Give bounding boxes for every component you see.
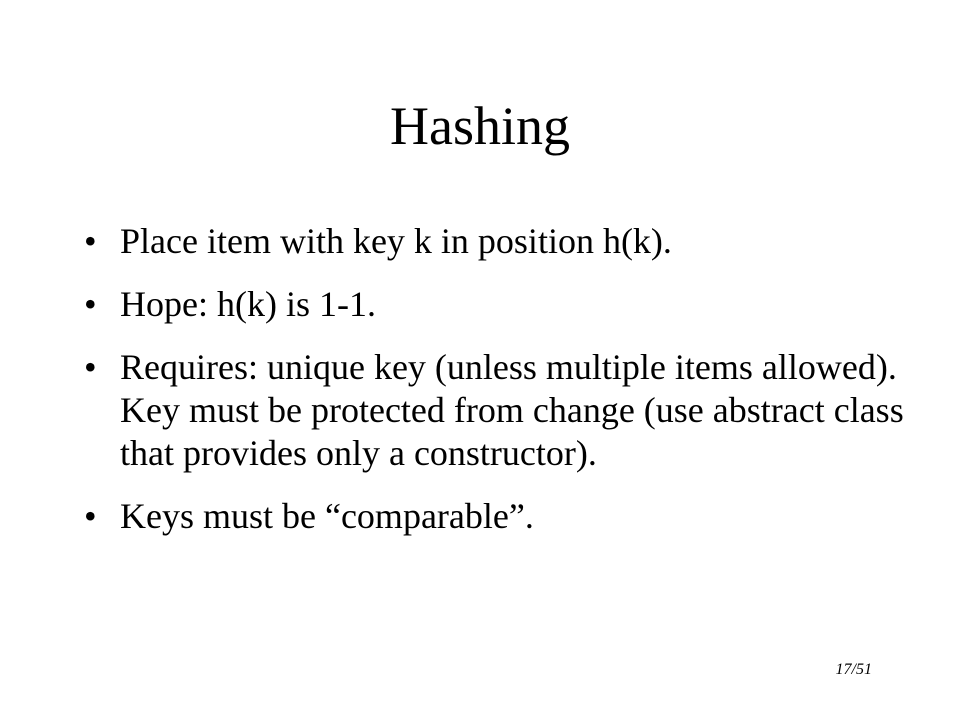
bullet-text: Keys must be “comparable”.: [120, 496, 534, 536]
bullet-item: [84, 220, 904, 263]
bullet-list: [84, 220, 904, 558]
bullet-marker: •: [84, 347, 97, 387]
bullet-text: Place item with key k in position h(k).: [120, 221, 672, 261]
bullet-text: Requires: unique key (unless multiple items allowed). Key must be protected from change (use abstract class that provides only a constructor).: [120, 347, 904, 473]
page-number: 17/51: [835, 661, 872, 678]
bullet-marker: •: [84, 221, 97, 261]
bullet-marker: •: [84, 496, 97, 536]
bullet-text: Hope: h(k) is 1-1.: [120, 284, 376, 324]
slide-title: Hashing: [390, 96, 570, 156]
bullet-item: [84, 346, 904, 475]
bullet-marker: •: [84, 284, 97, 324]
bullet-item: [84, 495, 904, 538]
bullet-item: [84, 283, 904, 326]
